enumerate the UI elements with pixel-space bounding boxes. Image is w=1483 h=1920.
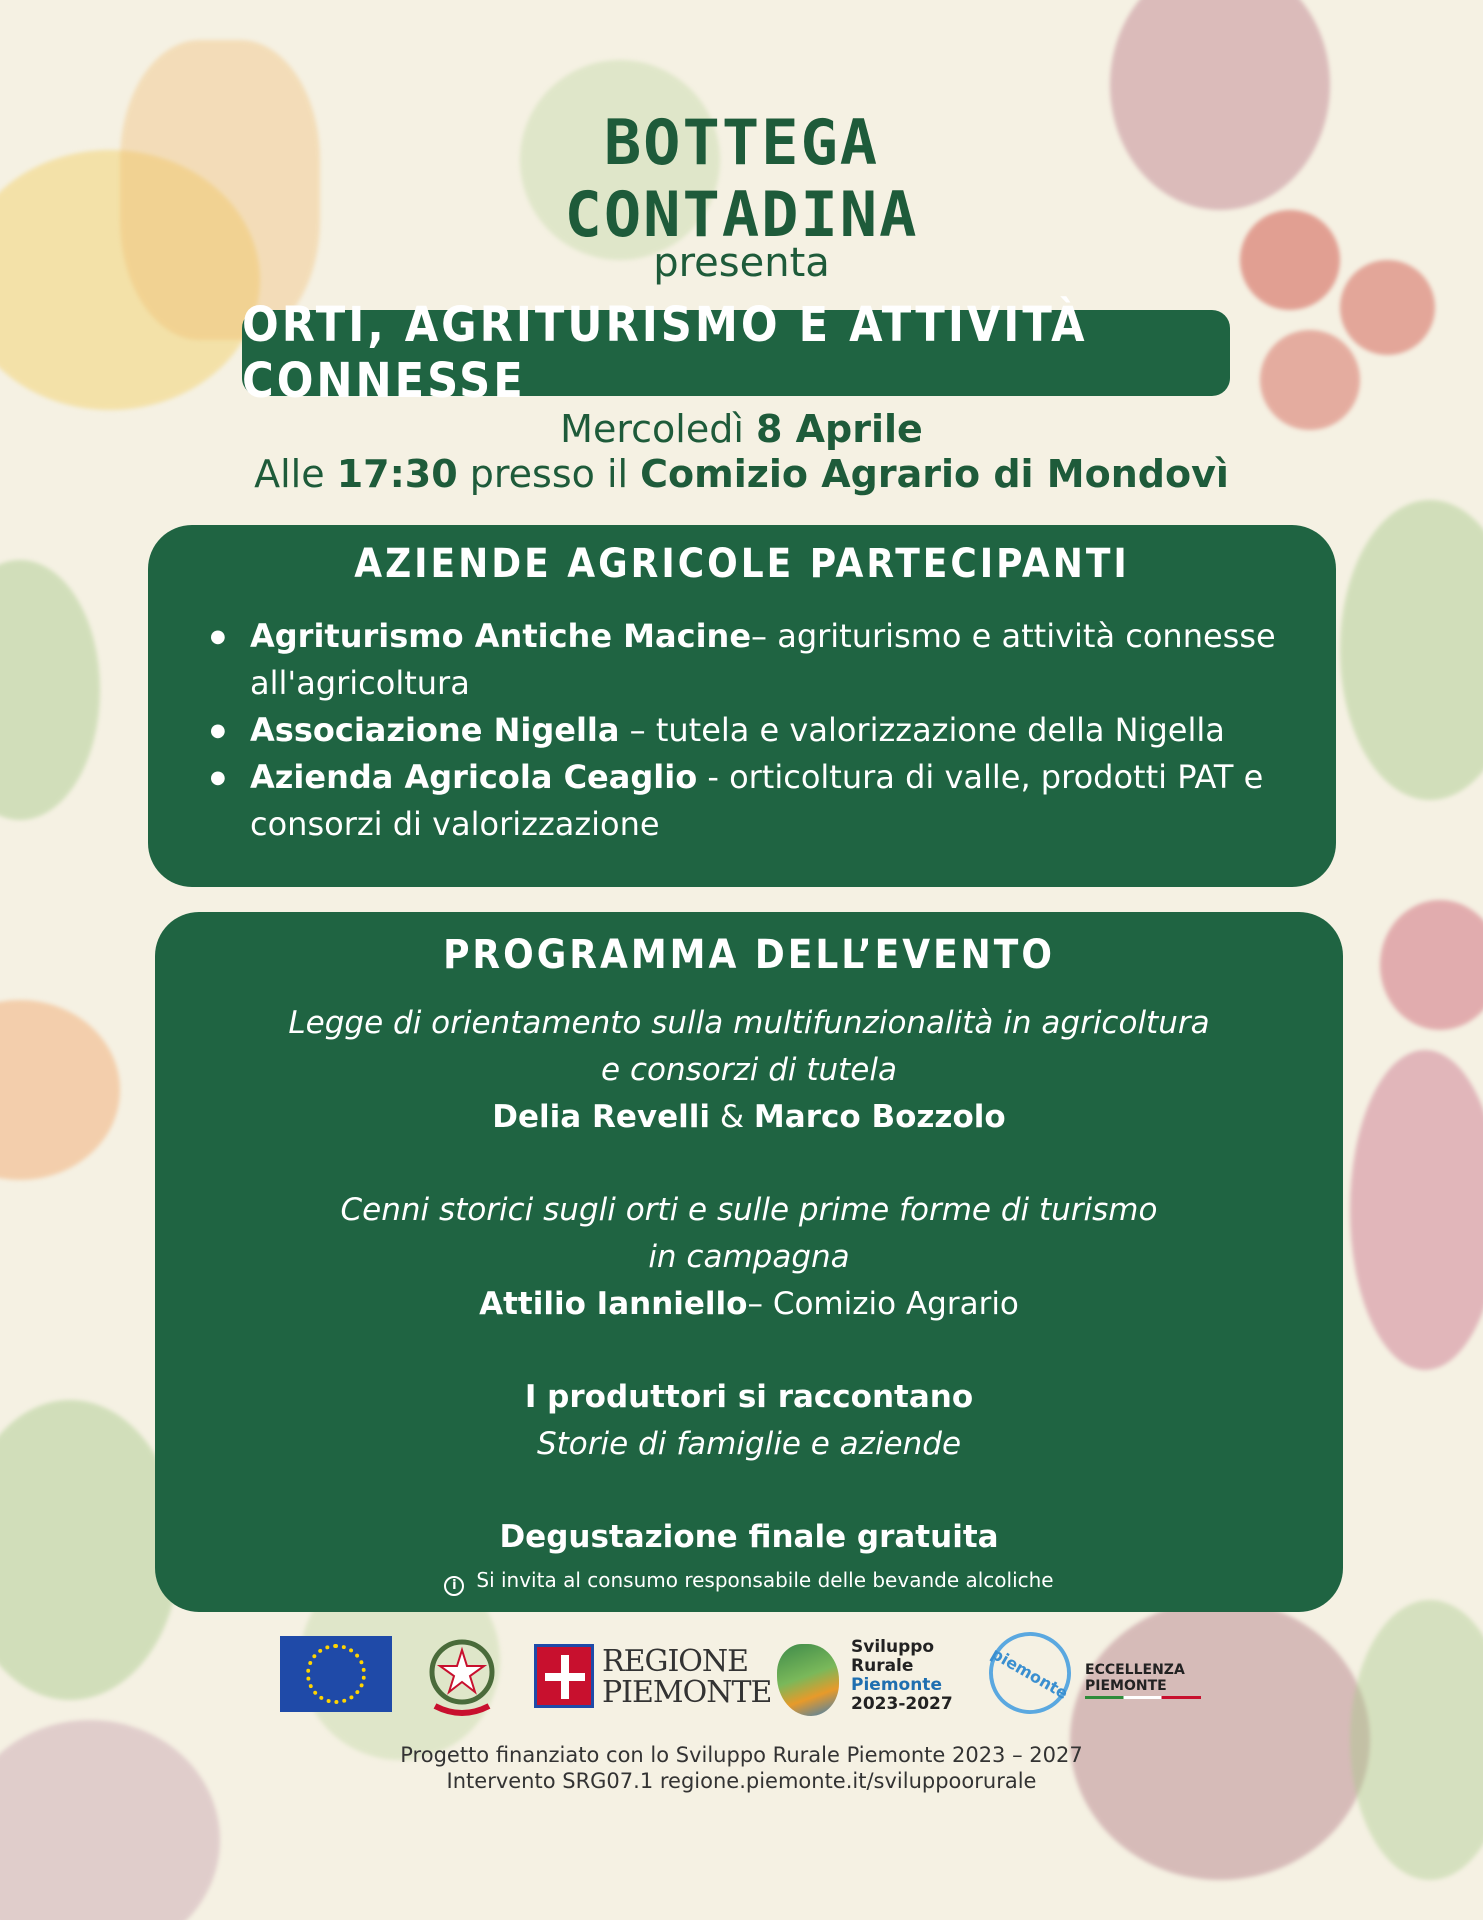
sponsor-logos [280, 1632, 1200, 1722]
svil-line4: 2023-2027 [851, 1694, 953, 1714]
regione-line2: PIEMONTE [602, 1675, 772, 1710]
participant-desc: - orticoltura di valle, prodotti PAT e consorzi di valorizzazione [250, 758, 1264, 843]
talk2-title-line2: in campagna [648, 1239, 850, 1275]
sviluppo-rurale-logo [777, 1638, 967, 1718]
regione-line1: REGIONE [602, 1644, 749, 1679]
talk1-title-line1: Legge di orientamento sulla multifunzionalità in agricoltura [288, 1005, 1210, 1041]
list-item [210, 707, 1296, 754]
talk2-speaker-line [155, 1281, 1343, 1328]
talk2-title-line1: Cenni storici sugli orti e sulle prime forme di turismo [340, 1192, 1158, 1228]
tasting-line: Degustazione finale gratuita [499, 1519, 999, 1555]
piemonte-mark: piemonte [974, 1617, 1086, 1729]
participants-list [210, 613, 1296, 848]
program-panel [155, 912, 1343, 1612]
regione-piemonte-logo [534, 1644, 772, 1710]
svil-line3: Piemonte [851, 1675, 942, 1695]
talk1-speakers [155, 1094, 1343, 1141]
event-date-line [0, 406, 1483, 452]
list-item [210, 754, 1296, 848]
participant-desc: – tutela e valorizzazione della Nigella [619, 711, 1225, 749]
event-time-place-line [0, 451, 1483, 497]
eccellenza-piemonte-logo [989, 1632, 1199, 1718]
eccellenza-line1: ECCELLENZA [1085, 1662, 1185, 1678]
participant-name: Associazione Nigella [250, 711, 620, 749]
event-time: 17:30 [336, 452, 458, 496]
participants-title: AZIENDE AGRICOLE PARTECIPANTI [354, 541, 1130, 587]
responsible-drinking-note [155, 1565, 1343, 1596]
event-time-prefix: Alle [254, 452, 337, 496]
footer-funding-line: Progetto finanziato con lo Sviluppo Rurale Piemonte 2023 – 2027 [400, 1743, 1083, 1767]
presents-label: presenta [653, 240, 830, 286]
participant-name: Agriturismo Antiche Macine [250, 617, 752, 655]
italian-republic-emblem-logo [423, 1632, 501, 1718]
talk1-speaker1: Delia Revelli [492, 1099, 711, 1135]
event-day-prefix: Mercoledì [560, 407, 756, 451]
event-title-banner [242, 297, 1230, 409]
talk1-speaker2: Marco Bozzolo [753, 1099, 1006, 1135]
participant-desc: – agriturismo e attività connesse all'agricoltura [250, 617, 1276, 702]
svil-line1: Sviluppo [851, 1637, 935, 1657]
participants-panel [148, 525, 1336, 887]
participant-name: Azienda Agricola Ceaglio [250, 758, 698, 796]
talk3-subtitle: Storie di famiglie e aziende [536, 1426, 962, 1462]
list-item [210, 613, 1296, 707]
talk1-title-line2: e consorzi di tutela [601, 1052, 897, 1088]
talk2-speaker: Attilio Ianniello [479, 1286, 748, 1322]
brand-name-line1: BOTTEGA [603, 106, 880, 179]
footer-intervention-line: Intervento SRG07.1 regione.piemonte.it/sviluppoorurale [446, 1769, 1037, 1793]
talk1-and: & [710, 1099, 754, 1135]
svil-line2: Rurale [851, 1656, 914, 1676]
eu-flag-logo [280, 1636, 392, 1712]
event-place-prefix: presso il [457, 452, 641, 496]
eccellenza-line2: PIEMONTE [1085, 1678, 1167, 1694]
info-icon: i [444, 1576, 464, 1596]
talk3-title: I produttori si raccontano [524, 1379, 974, 1415]
event-day: 8 Aprile [755, 407, 923, 451]
brand-name-line2: CONTADINA [564, 178, 919, 251]
talk2-affiliation: – Comizio Agrario [747, 1286, 1019, 1322]
note-text: Si invita al consumo responsabile delle bevande alcoliche [476, 1568, 1054, 1592]
program-content [155, 1000, 1343, 1561]
program-title: PROGRAMMA DELL’EVENTO [443, 932, 1055, 978]
event-title: ORTI, AGRITURISMO E ATTIVITÀ CONNESSE [242, 297, 1088, 409]
event-place: Comizio Agrario di Mondovì [640, 452, 1229, 496]
